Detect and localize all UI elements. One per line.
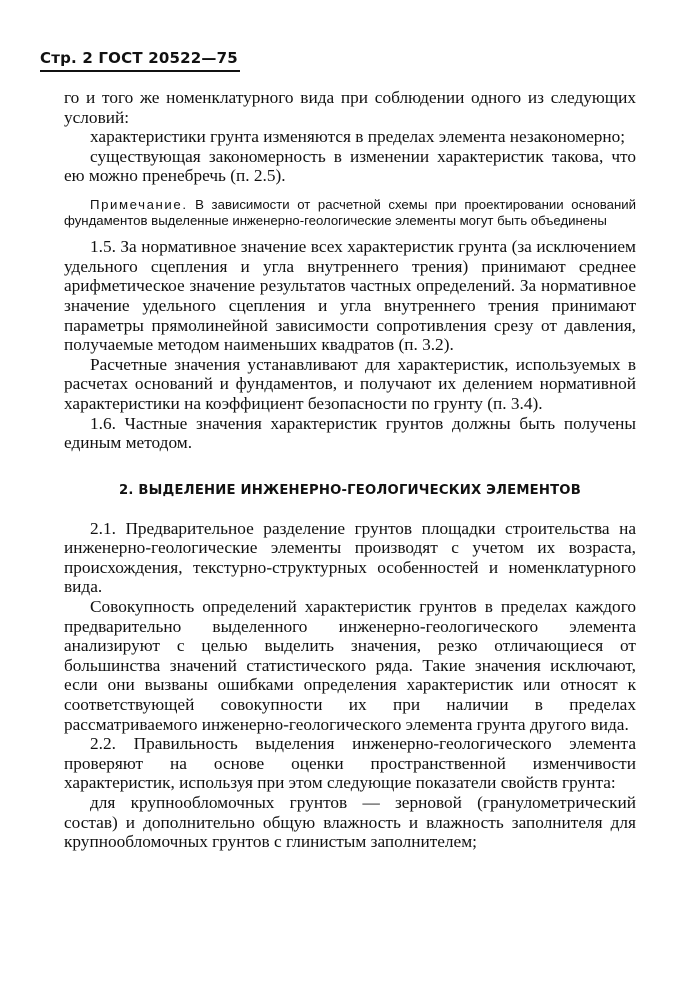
paragraph-condition-1: характеристики грунта изменяются в пределах элемента незакономерно; [90, 127, 626, 147]
note-block [64, 197, 636, 228]
paragraph-1-6: 1.6. Частные значения характеристик грунтов должны быть получены единым методом. [64, 413, 636, 453]
page-header: Стр. 2 ГОСТ 20522—75 [40, 49, 238, 67]
paragraph-continuation: го и того же номенклатурного вида при соблюдении одного из следующих условий: [64, 88, 636, 127]
paragraph-1-5: 1.5. За нормативное значение всех характеристик грунта (за исключением удельного сцепления и угла внутреннего трения) принимают среднее арифметическое значение результатов частных определений. За нормативное значение удельного сцепления и угла внутреннего трения принимают параметры прямолинейной зависимости сопротивления срезу от давления, получаемые методом наименьших квадратов (п. 3.2). [64, 237, 636, 355]
paragraph-design-values: Расчетные значения устанавливают для характеристик, используемых в расчетах оснований и фундаментов, и получают их делением нормативной характеристики на коэффициент безопасности по грунту (п. 3.4). [64, 354, 636, 413]
paragraph-aggregate-analysis: Совокупность определений характеристик грунтов в пределах каждого предварительно выделенного инженерно-геологического элемента анализируют с целью выделить значения, резко отличающиеся от большинства значений статистического ряда. Такие значения исключают, если они вызваны ошибками определения характеристик или относят к соответствующей совокупности их при наличии в пределах рассматриваемого инженерно-геологического элемента грунта другого вида. [64, 597, 636, 734]
page-body [64, 88, 636, 852]
paragraph-2-1: 2.1. Предварительное разделение грунтов площадки строительства на инженерно-геологические элементы производят с учетом их возраста, происхождения, текстурно-структурных особенностей и номенклатурного вида. [64, 518, 636, 597]
header-rule [40, 70, 240, 72]
paragraph-coarse-soils: для крупнообломочных грунтов — зерновой (гранулометрический состав) и дополнительно общую влажность и влажность заполнителя для крупнообломочных грунтов с глинистым заполнителем; [64, 793, 636, 852]
note-text: В зависимости от расчетной схемы при проектировании оснований фундаментов выделенные инженерно-геологические элементы могут быть объединены [64, 196, 636, 228]
paragraph-condition-2: существующая закономерность в изменении характеристик такова, что ею можно пренебречь (п. 2.5). [64, 146, 636, 186]
paragraph-2-2: 2.2. Правильность выделения инженерно-геологического элемента проверяют на основе оценки пространственной изменчивости характеристик, используя при этом следующие показатели свойств грунта: [64, 734, 636, 793]
note-label: Примечание. [90, 196, 188, 212]
section-title: 2. ВЫДЕЛЕНИЕ ИНЖЕНЕРНО-ГЕОЛОГИЧЕСКИХ ЭЛЕМЕНТОВ [119, 482, 581, 498]
